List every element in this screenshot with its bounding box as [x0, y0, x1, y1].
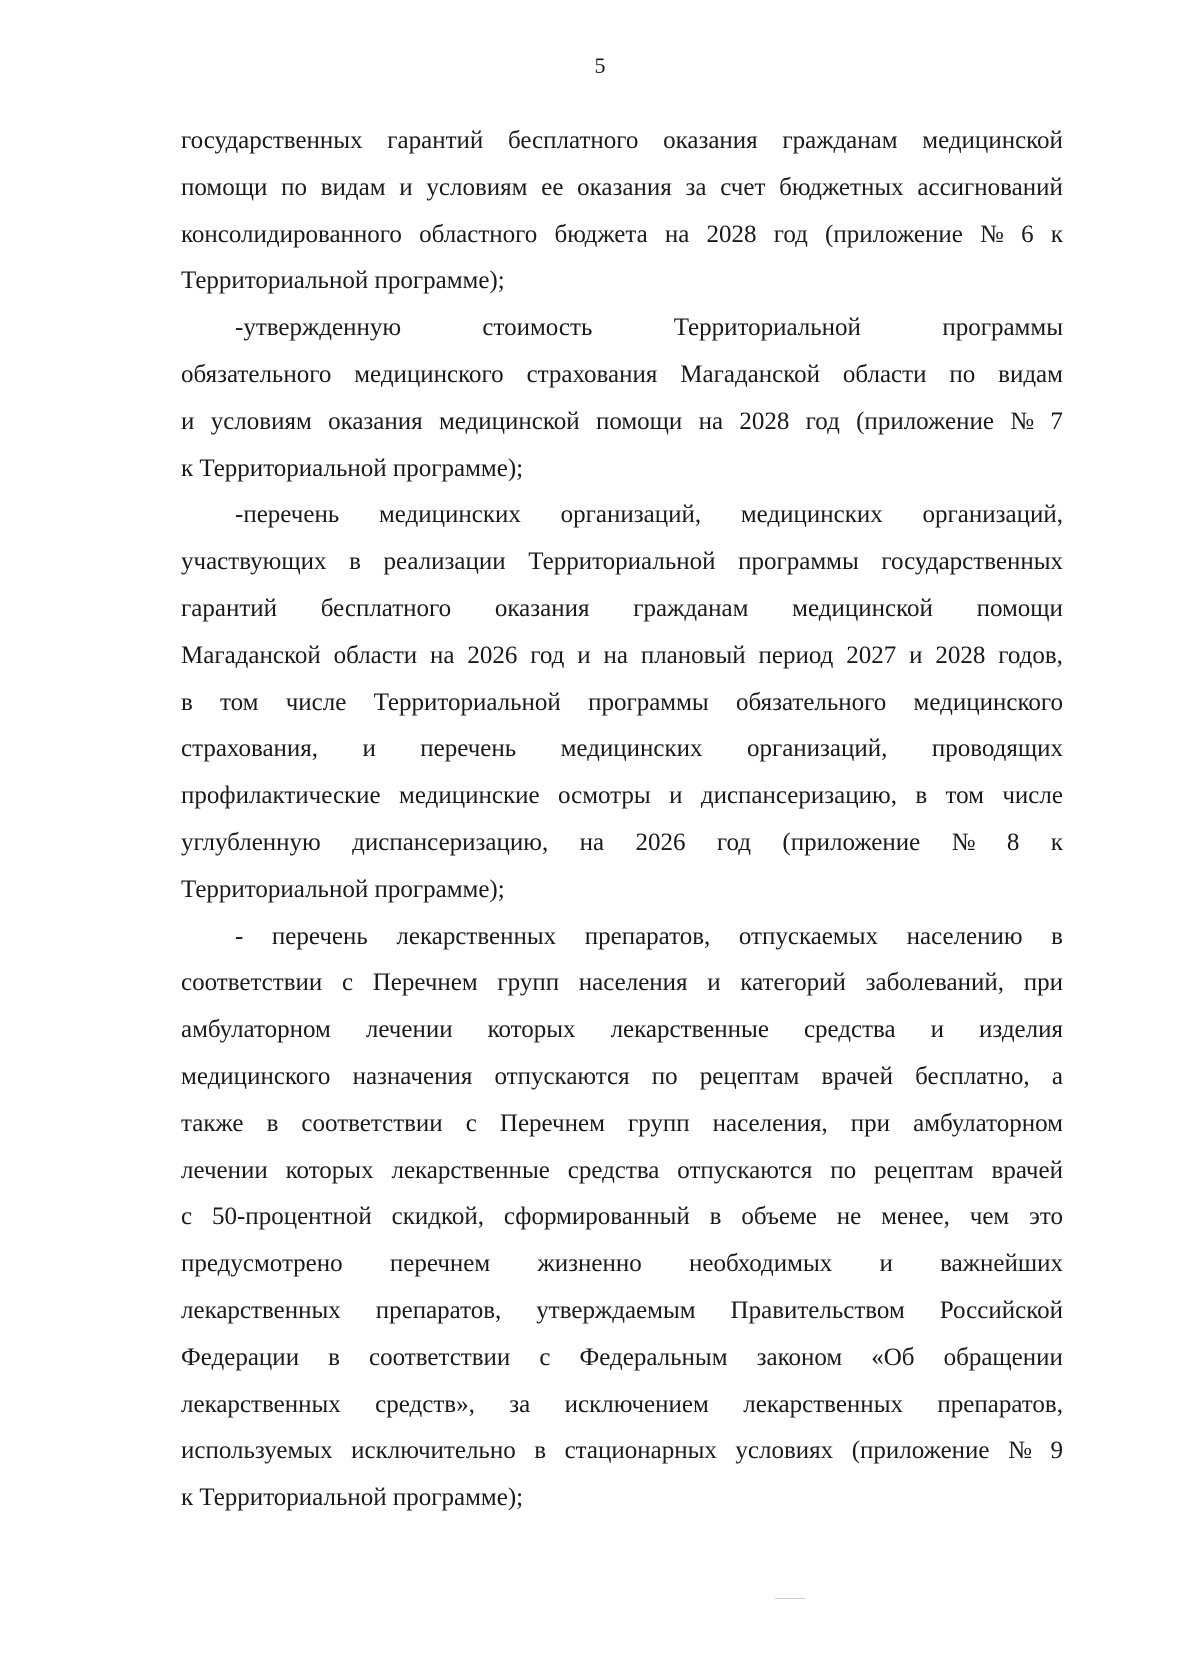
- word: это: [1029, 1203, 1063, 1231]
- word: на: [698, 407, 724, 435]
- word: бюджетных: [779, 173, 904, 201]
- word: Перечнем: [372, 969, 478, 997]
- word: рецептам: [699, 1062, 800, 1090]
- word: (приложение: [851, 1437, 990, 1465]
- word: жизненно: [537, 1250, 642, 1278]
- word: и: [930, 1016, 945, 1044]
- word: лекарственных: [181, 1296, 341, 1324]
- word: Магаданской: [680, 360, 820, 388]
- word: законом: [756, 1343, 843, 1371]
- word: Территориальной: [673, 314, 861, 342]
- word: заболеваний,: [865, 969, 1005, 997]
- word: в: [534, 1437, 547, 1465]
- word: не: [836, 1203, 862, 1231]
- word: областного: [419, 220, 538, 248]
- text-line: [181, 305, 1063, 352]
- text-line: [181, 539, 1063, 586]
- word: 2028: [935, 641, 986, 669]
- word: населению: [906, 922, 1023, 950]
- word: год: [805, 407, 840, 435]
- paragraph-3: [181, 492, 1063, 913]
- text-line: [181, 1288, 1063, 1335]
- word: перечнем: [389, 1250, 491, 1278]
- word: предусмотрено: [181, 1250, 343, 1278]
- word: соответствии: [369, 1343, 511, 1371]
- paragraph-4: [181, 914, 1063, 1522]
- word: год: [773, 220, 808, 248]
- word: и: [362, 735, 376, 763]
- word: организаций,: [922, 501, 1063, 529]
- word: к: [1050, 828, 1063, 856]
- word: медицинской: [438, 407, 580, 435]
- word: врачей: [821, 1062, 893, 1090]
- word: препаратов,: [584, 922, 711, 950]
- word: при: [1023, 969, 1063, 997]
- word: при: [850, 1109, 891, 1137]
- word: 9: [1050, 1437, 1063, 1465]
- text-line: [181, 773, 1063, 820]
- word: диспансеризацию,: [700, 782, 897, 810]
- word: используемых: [181, 1437, 333, 1465]
- word: бесплатного: [507, 127, 639, 154]
- word: чем: [969, 1203, 1010, 1231]
- scan-artifact: [775, 1598, 805, 1599]
- word: профилактические: [181, 782, 381, 810]
- word: а: [1051, 1062, 1063, 1090]
- word: отпускаются: [494, 1062, 630, 1090]
- word: условиях: [735, 1437, 834, 1465]
- word: соответствии: [181, 969, 323, 997]
- word: в: [1051, 922, 1063, 950]
- word: программы: [738, 548, 859, 576]
- word: в: [349, 548, 361, 576]
- word: Федерации: [181, 1343, 300, 1371]
- text-line: [181, 820, 1063, 867]
- word: категорий: [740, 969, 846, 997]
- word: страхования: [526, 360, 658, 388]
- word: Правительством: [730, 1296, 905, 1324]
- word: лечении: [181, 1156, 268, 1184]
- text-line: Территориальной программе);: [181, 875, 505, 903]
- text-line: [181, 1194, 1063, 1241]
- word: 8: [1006, 828, 1020, 856]
- text-line: [181, 165, 1063, 212]
- word: осмотры: [557, 782, 651, 810]
- word: исключением: [564, 1390, 709, 1418]
- word: стационарных: [564, 1437, 717, 1465]
- word: важнейших: [940, 1250, 1063, 1278]
- text-line: [181, 680, 1063, 727]
- word: период: [758, 641, 834, 669]
- text-line: [181, 586, 1063, 633]
- document-body: [181, 118, 1063, 1522]
- word: сформированный: [503, 1203, 690, 1231]
- word: годов,: [998, 641, 1063, 669]
- word: медицинского: [181, 1062, 331, 1090]
- word: Перечнем: [499, 1109, 605, 1137]
- word: с: [181, 1203, 193, 1231]
- word: исключительно: [351, 1437, 516, 1465]
- word: в: [181, 688, 193, 716]
- word: Федеральным: [579, 1343, 728, 1371]
- word: медицинского: [913, 688, 1063, 716]
- word: оказания: [494, 594, 590, 622]
- word: и: [707, 969, 721, 997]
- text-line: [181, 118, 1063, 165]
- word: амбулаторном: [181, 1016, 331, 1044]
- word: по: [281, 173, 307, 201]
- word: средств»,: [375, 1390, 475, 1418]
- word: №: [980, 220, 1004, 248]
- word: бесплатного: [320, 594, 452, 622]
- text-line: [181, 399, 1063, 446]
- word: №: [1008, 1437, 1032, 1465]
- word: (приложение: [856, 407, 994, 435]
- text-line: [181, 914, 1063, 961]
- word: обращении: [943, 1343, 1063, 1371]
- word: врачей: [991, 1156, 1063, 1184]
- word: скидкой,: [391, 1203, 484, 1231]
- text-line: [181, 1428, 1063, 1475]
- word: том: [220, 688, 259, 716]
- word: -: [235, 922, 244, 950]
- word: населения: [578, 969, 688, 997]
- word: медицинских: [560, 735, 703, 763]
- word: оказания: [577, 173, 672, 201]
- word: углубленную: [181, 828, 321, 856]
- word: 6: [1021, 220, 1034, 248]
- word: и: [669, 782, 683, 810]
- word: в: [328, 1343, 340, 1371]
- word: обязательного: [181, 360, 332, 388]
- word: 2026: [635, 828, 686, 856]
- word: отпускаемых: [738, 922, 879, 950]
- word: Российской: [939, 1296, 1063, 1324]
- word: рецептам: [874, 1156, 974, 1184]
- word: по: [949, 360, 976, 388]
- word: оказания: [328, 407, 423, 435]
- word: средства: [803, 1016, 896, 1044]
- text-line: [181, 1101, 1063, 1148]
- text-line: [181, 633, 1063, 680]
- word: 2026: [467, 641, 518, 669]
- word: 2027: [846, 641, 897, 669]
- word: гражданам: [633, 594, 749, 622]
- word: №: [951, 828, 976, 856]
- word: Территориальной: [373, 688, 561, 716]
- word: 7: [1050, 407, 1063, 435]
- word: медицинских: [740, 501, 883, 529]
- text-line: [181, 726, 1063, 773]
- word: программы: [588, 688, 709, 716]
- word: числе: [285, 688, 347, 716]
- word: медицинских: [378, 501, 521, 529]
- word: плановый: [640, 641, 746, 669]
- word: страхования,: [181, 735, 319, 763]
- word: стоимость: [482, 314, 593, 342]
- word: по: [830, 1156, 857, 1184]
- word: гражданам: [782, 127, 898, 154]
- word: с: [465, 1109, 477, 1137]
- word: менее,: [881, 1203, 950, 1231]
- word: обязательного: [735, 688, 887, 716]
- word: организаций,: [560, 501, 702, 529]
- text-line: [181, 1148, 1063, 1195]
- word: на: [603, 641, 628, 669]
- word: медицинские: [399, 782, 540, 810]
- word: лекарственных: [396, 922, 557, 950]
- word: населения,: [712, 1109, 828, 1137]
- word: проводящих: [931, 735, 1063, 763]
- word: 2028: [706, 220, 757, 248]
- word: счет: [720, 173, 766, 201]
- word: и: [879, 1250, 893, 1278]
- word: год: [530, 641, 565, 669]
- word: на: [430, 641, 455, 669]
- word: бюджета: [554, 220, 648, 248]
- word: объеме: [741, 1203, 817, 1231]
- text-line: [181, 960, 1063, 1007]
- word: с: [341, 969, 354, 997]
- text-line: [181, 1241, 1063, 1288]
- word: помощи: [181, 173, 268, 201]
- word: гарантий: [181, 594, 278, 622]
- word: за: [685, 173, 707, 201]
- word: -перечень: [235, 501, 340, 529]
- word: и: [577, 641, 591, 669]
- word: области: [842, 360, 927, 388]
- word: групп: [627, 1109, 690, 1137]
- word: по: [651, 1062, 678, 1090]
- paragraph-2: [181, 305, 1063, 492]
- word: медицинской: [922, 127, 1063, 154]
- word: условиям: [210, 407, 312, 435]
- word: (приложение: [825, 220, 963, 248]
- word: соответствии: [301, 1109, 443, 1137]
- text-line: [181, 492, 1063, 539]
- word: видам: [998, 360, 1063, 388]
- word: необходимых: [688, 1250, 833, 1278]
- word: бесплатно,: [915, 1062, 1030, 1090]
- word: препаратов,: [937, 1390, 1063, 1418]
- word: Магаданской: [181, 641, 321, 669]
- word: также: [181, 1109, 244, 1137]
- word: лечении: [365, 1016, 453, 1044]
- word: которых: [487, 1016, 576, 1044]
- word: 2028: [739, 407, 790, 435]
- word: программы: [942, 314, 1063, 342]
- word: №: [1010, 407, 1035, 435]
- word: назначения: [352, 1062, 473, 1090]
- text-line: [181, 1335, 1063, 1382]
- word: амбулаторном: [913, 1109, 1063, 1137]
- text-line: к Территориальной программе);: [181, 1484, 524, 1512]
- text-line: Территориальной программе);: [181, 267, 505, 295]
- word: условиям: [426, 173, 528, 201]
- word: государственных: [181, 127, 363, 154]
- word: том: [945, 782, 984, 810]
- text-line: к Территориальной программе);: [181, 454, 524, 482]
- text-line: [181, 352, 1063, 399]
- word: медицинского: [354, 360, 504, 388]
- word: утверждаемым: [536, 1296, 696, 1324]
- word: (приложение: [782, 828, 921, 856]
- page-number: 5: [594, 53, 606, 78]
- word: в: [915, 782, 928, 810]
- word: консолидированного: [181, 220, 402, 248]
- word: помощи: [595, 407, 683, 435]
- word: 50-процентной: [211, 1203, 372, 1231]
- word: и: [181, 407, 195, 435]
- word: перечень: [271, 922, 368, 950]
- word: в: [266, 1109, 279, 1137]
- word: групп: [497, 969, 560, 997]
- word: диспансеризацию,: [352, 828, 549, 856]
- word: реализации: [383, 548, 506, 576]
- word: которых: [285, 1156, 374, 1184]
- paragraph-1: [181, 118, 1063, 305]
- word: -утвержденную: [235, 314, 402, 342]
- word: год: [716, 828, 752, 856]
- word: лекарственные: [610, 1016, 769, 1044]
- word: в: [709, 1203, 722, 1231]
- word: оказания: [663, 127, 758, 154]
- text-line: [181, 212, 1063, 259]
- word: препаратов,: [375, 1296, 502, 1324]
- word: области: [333, 641, 418, 669]
- text-line: [181, 1054, 1063, 1101]
- word: отпускаются: [677, 1156, 813, 1184]
- text-line: [181, 1382, 1063, 1429]
- word: и: [909, 641, 923, 669]
- word: медицинской: [792, 594, 933, 622]
- word: лекарственные: [391, 1156, 550, 1184]
- word: лекарственных: [743, 1390, 903, 1418]
- text-line: [181, 1007, 1063, 1054]
- word: за: [509, 1390, 531, 1418]
- word: организаций,: [746, 735, 888, 763]
- word: Территориальной: [528, 548, 716, 576]
- word: лекарственных: [181, 1390, 341, 1418]
- word: ассигнований: [917, 173, 1063, 201]
- word: и: [399, 173, 413, 201]
- word: «Об: [871, 1343, 915, 1371]
- word: средства: [567, 1156, 660, 1184]
- word: ее: [541, 173, 564, 201]
- word: к: [1050, 220, 1063, 248]
- word: на: [664, 220, 690, 248]
- word: гарантий: [387, 127, 484, 154]
- word: государственных: [881, 548, 1063, 576]
- word: помощи: [976, 594, 1063, 622]
- word: участвующих: [181, 548, 327, 576]
- word: видам: [320, 173, 386, 201]
- word: числе: [1002, 782, 1063, 810]
- word: на: [579, 828, 605, 856]
- word: изделия: [979, 1016, 1063, 1044]
- word: перечень: [420, 735, 517, 763]
- word: с: [539, 1343, 551, 1371]
